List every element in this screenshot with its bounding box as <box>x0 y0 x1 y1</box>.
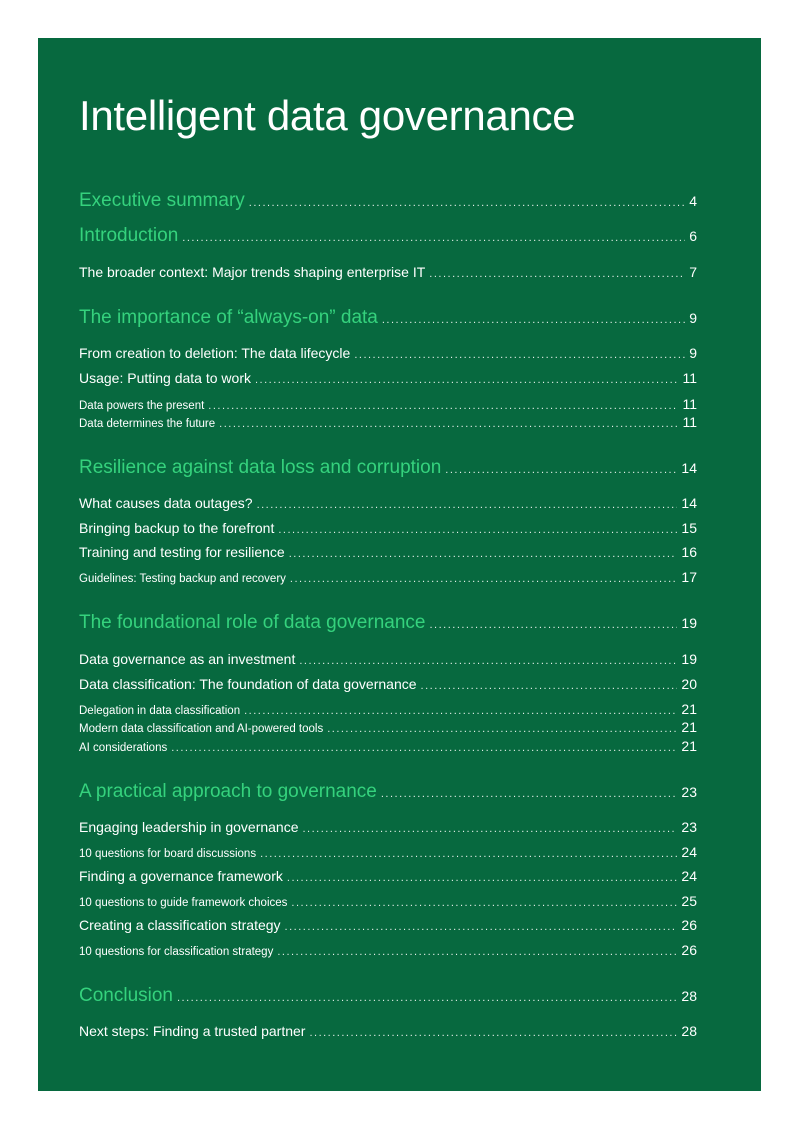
toc-entry-label: Next steps: Finding a trusted partner <box>79 1023 306 1039</box>
dot-leader <box>287 872 678 884</box>
dot-leader <box>309 1027 677 1039</box>
toc-page-number: 23 <box>681 819 697 835</box>
toc-entry-engaging-leadership[interactable] <box>79 819 697 835</box>
toc-entry-governance-investment[interactable] <box>79 651 697 667</box>
dot-leader <box>208 400 678 412</box>
document-title: Intelligent data governance <box>79 92 576 139</box>
toc-page-number: 11 <box>682 396 697 412</box>
toc-page-number: 25 <box>681 893 697 909</box>
toc-page-number: 20 <box>681 676 697 692</box>
toc-entry-framework-questions[interactable] <box>79 893 697 909</box>
toc-page-number: 11 <box>682 414 697 430</box>
dot-leader <box>244 705 677 717</box>
dot-leader <box>285 921 678 933</box>
toc-page-number: 21 <box>681 738 697 754</box>
dot-leader <box>291 897 677 909</box>
dot-leader <box>257 499 678 511</box>
toc-page-number: 9 <box>689 345 697 361</box>
toc-entry-label: 10 questions for classification strategy <box>79 946 274 958</box>
toc-entry-label: The foundational role of data governance <box>79 612 426 633</box>
toc-entry-label: Creating a classification strategy <box>79 917 281 933</box>
dot-leader <box>429 619 677 631</box>
dot-leader <box>354 349 685 361</box>
dot-leader <box>303 823 678 835</box>
toc-entry-backup-forefront[interactable] <box>79 520 697 536</box>
toc-entry-label: Introduction <box>79 225 179 246</box>
toc-entry-label: Data classification: The foundation of data governance <box>79 676 417 692</box>
dot-leader <box>260 848 677 860</box>
toc-entry-label: The importance of “always-on” data <box>79 307 378 328</box>
toc-entry-label: 10 questions for board discussions <box>79 848 257 860</box>
toc-entry-label: Data governance as an investment <box>79 651 296 667</box>
toc-entry-classification-strategy[interactable] <box>79 917 697 933</box>
toc-entry-label: AI considerations <box>79 742 168 754</box>
toc-entry-practical-approach[interactable] <box>79 781 697 803</box>
toc-page-number: 17 <box>681 569 697 585</box>
toc-entry-label: From creation to deletion: The data lifecycle <box>79 345 351 361</box>
toc-entry-classification-questions[interactable] <box>79 942 697 958</box>
toc-entry-label: What causes data outages? <box>79 495 253 511</box>
toc-page-number: 23 <box>681 784 697 800</box>
toc-entry-label: A practical approach to governance <box>79 781 377 802</box>
toc-entry-label: Resilience against data loss and corruption <box>79 457 442 478</box>
toc-page-number: 7 <box>689 264 697 280</box>
toc-page-number: 14 <box>681 495 697 511</box>
toc-page-number: 26 <box>681 917 697 933</box>
dot-leader <box>171 742 677 754</box>
dot-leader <box>445 464 677 476</box>
toc-entry-label: Engaging leadership in governance <box>79 819 299 835</box>
toc-entry-ai-considerations[interactable] <box>79 738 697 754</box>
dot-leader <box>421 680 678 692</box>
toc-entry-board-questions[interactable] <box>79 844 697 860</box>
toc-entry-resilience[interactable] <box>79 457 697 479</box>
toc-page-number: 9 <box>689 310 697 326</box>
dot-leader <box>290 573 678 585</box>
toc-page-number: 26 <box>681 942 697 958</box>
toc-entry-data-powers-present[interactable] <box>79 396 697 412</box>
toc-entry-guidelines-testing[interactable] <box>79 569 697 585</box>
toc-entry-label: Data powers the present <box>79 400 205 412</box>
toc-page-number: 24 <box>681 844 697 860</box>
toc-entry-label: The broader context: Major trends shaping enterprise IT <box>79 264 426 280</box>
toc-page-number: 28 <box>681 988 697 1004</box>
toc-entry-label: Training and testing for resilience <box>79 544 285 560</box>
toc-entry-executive-summary[interactable] <box>79 190 697 212</box>
toc-entry-data-outages[interactable] <box>79 495 697 511</box>
dot-leader <box>382 314 685 326</box>
toc-page-number: 21 <box>681 701 697 717</box>
toc-entry-governance-framework[interactable] <box>79 868 697 884</box>
toc-entry-label: Usage: Putting data to work <box>79 370 251 386</box>
toc-entry-label: Modern data classification and AI-powered tools <box>79 723 324 735</box>
toc-entry-usage[interactable] <box>79 370 697 386</box>
toc-entry-label: 10 questions to guide framework choices <box>79 897 288 909</box>
toc-page-number: 15 <box>681 520 697 536</box>
toc-entry-label: Executive summary <box>79 190 245 211</box>
dot-leader <box>381 788 678 800</box>
dot-leader <box>289 548 678 560</box>
toc-entry-label: Data determines the future <box>79 418 216 430</box>
dot-leader <box>182 232 685 244</box>
dot-leader <box>429 268 685 280</box>
toc-entry-always-on-data[interactable] <box>79 307 697 329</box>
toc-entry-training-testing[interactable] <box>79 544 697 560</box>
toc-entry-label: Delegation in data classification <box>79 705 241 717</box>
dot-leader <box>177 992 677 1004</box>
dot-leader <box>299 655 677 667</box>
dot-leader <box>219 418 678 430</box>
toc-page-number: 28 <box>681 1023 697 1039</box>
toc-entry-label: Guidelines: Testing backup and recovery <box>79 573 286 585</box>
toc-entry-modern-classification[interactable] <box>79 719 697 735</box>
toc-page-number: 4 <box>689 193 697 209</box>
toc-entry-next-steps[interactable] <box>79 1023 697 1039</box>
dot-leader <box>277 946 677 958</box>
toc-entry-conclusion[interactable] <box>79 985 697 1007</box>
toc-entry-data-classification[interactable] <box>79 676 697 692</box>
toc-page-number: 24 <box>681 868 697 884</box>
toc-entry-foundational-role[interactable] <box>79 612 697 634</box>
toc-page-number: 6 <box>689 228 697 244</box>
toc-page-number: 19 <box>681 615 697 631</box>
toc-page-number: 21 <box>681 719 697 735</box>
toc-entry-delegation[interactable] <box>79 701 697 717</box>
toc-page-number: 19 <box>681 651 697 667</box>
dot-leader <box>255 374 678 386</box>
toc-entry-label: Finding a governance framework <box>79 868 283 884</box>
toc-entry-data-determines-future[interactable] <box>79 414 697 430</box>
toc-entry-data-lifecycle[interactable] <box>79 345 697 361</box>
toc-page-number: 16 <box>681 544 697 560</box>
dot-leader <box>249 197 685 209</box>
toc-entry-label: Bringing backup to the forefront <box>79 520 275 536</box>
toc-entry-broader-context[interactable] <box>79 264 697 280</box>
toc-page-number: 14 <box>681 460 697 476</box>
dot-leader <box>327 723 677 735</box>
toc-entry-introduction[interactable] <box>79 225 697 247</box>
toc-entry-label: Conclusion <box>79 985 173 1006</box>
toc-page-number: 11 <box>682 370 697 386</box>
dot-leader <box>278 524 677 536</box>
